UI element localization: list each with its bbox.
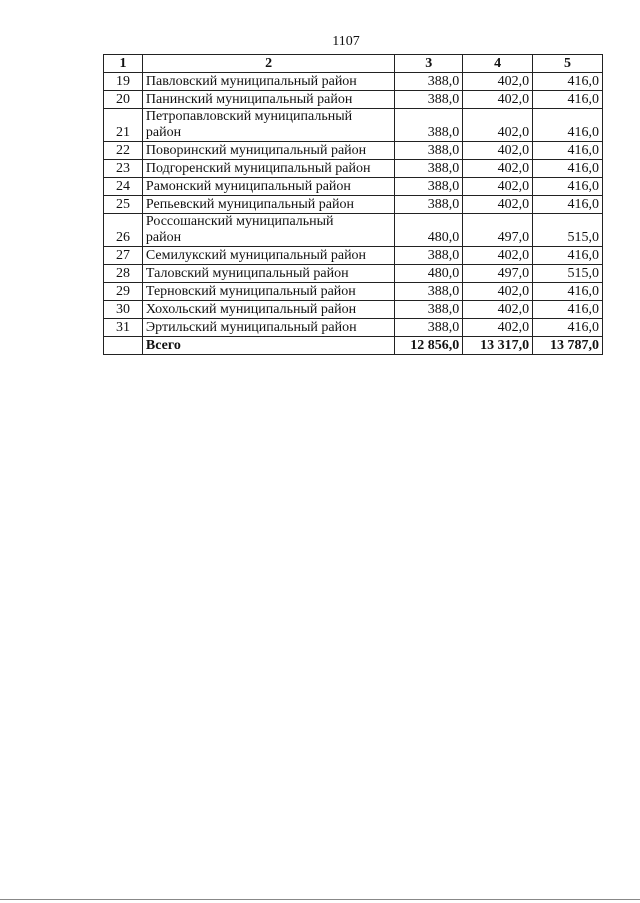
- district-name: Рамонский муниципальный район: [142, 178, 394, 196]
- table-row: [104, 283, 603, 301]
- row-number: 30: [104, 301, 143, 319]
- value-col-3: 480,0: [395, 214, 463, 247]
- table-row: [104, 214, 603, 247]
- value-col-5: 416,0: [533, 91, 603, 109]
- value-col-5: 416,0: [533, 319, 603, 337]
- header-col-4: 4: [463, 55, 533, 73]
- table-row: [104, 142, 603, 160]
- district-name: [142, 109, 394, 142]
- district-name: Эртильский муниципальный район: [142, 319, 394, 337]
- value-col-3: 388,0: [395, 319, 463, 337]
- table-row: [104, 265, 603, 283]
- value-col-3: 388,0: [395, 247, 463, 265]
- value-col-4: 402,0: [463, 160, 533, 178]
- value-col-3: 388,0: [395, 178, 463, 196]
- row-number: 31: [104, 319, 143, 337]
- district-name-line-1: Петропавловский муниципальный: [145, 109, 353, 124]
- total-col-5: 13 787,0: [533, 337, 603, 355]
- header-col-2: 2: [142, 55, 394, 73]
- district-name: Панинский муниципальный район: [142, 91, 394, 109]
- value-col-5: 416,0: [533, 73, 603, 91]
- value-col-3: 388,0: [395, 91, 463, 109]
- value-col-5: 515,0: [533, 265, 603, 283]
- table-row: [104, 319, 603, 337]
- value-col-4: 402,0: [463, 247, 533, 265]
- value-col-5: 416,0: [533, 247, 603, 265]
- row-number: 23: [104, 160, 143, 178]
- row-number: 26: [104, 214, 143, 247]
- value-col-5: 416,0: [533, 283, 603, 301]
- table-row: [104, 160, 603, 178]
- total-row-number: [104, 337, 143, 355]
- district-name: Хохольский муниципальный район: [142, 301, 394, 319]
- value-col-5: 416,0: [533, 196, 603, 214]
- district-name: Подгоренский муниципальный район: [142, 160, 394, 178]
- value-col-4: 402,0: [463, 109, 533, 142]
- header-col-3: 3: [395, 55, 463, 73]
- value-col-4: 402,0: [463, 301, 533, 319]
- total-col-3: 12 856,0: [395, 337, 463, 355]
- value-col-4: 402,0: [463, 178, 533, 196]
- district-name: [142, 214, 394, 247]
- value-col-5: 416,0: [533, 160, 603, 178]
- value-col-4: 402,0: [463, 196, 533, 214]
- value-col-5: 416,0: [533, 109, 603, 142]
- row-number: 27: [104, 247, 143, 265]
- row-number: 29: [104, 283, 143, 301]
- value-col-3: 388,0: [395, 109, 463, 142]
- value-col-3: 388,0: [395, 160, 463, 178]
- value-col-3: 480,0: [395, 265, 463, 283]
- district-name: Павловский муниципальный район: [142, 73, 394, 91]
- value-col-4: 402,0: [463, 73, 533, 91]
- value-col-3: 388,0: [395, 73, 463, 91]
- value-col-5: 515,0: [533, 214, 603, 247]
- total-row: [104, 337, 603, 355]
- value-col-3: 388,0: [395, 196, 463, 214]
- value-col-3: 388,0: [395, 142, 463, 160]
- value-col-4: 402,0: [463, 319, 533, 337]
- value-col-4: 497,0: [463, 265, 533, 283]
- page-number: 1107: [332, 34, 360, 49]
- value-col-4: 402,0: [463, 283, 533, 301]
- table-row: [104, 178, 603, 196]
- row-number: 20: [104, 91, 143, 109]
- header-col-5: 5: [533, 55, 603, 73]
- table-row: [104, 91, 603, 109]
- value-col-5: 416,0: [533, 301, 603, 319]
- district-name: Терновский муниципальный район: [142, 283, 394, 301]
- allocation-table: [103, 54, 603, 355]
- total-col-4: 13 317,0: [463, 337, 533, 355]
- district-name: Таловский муниципальный район: [142, 265, 394, 283]
- bottom-rule: [0, 899, 640, 900]
- row-number: 24: [104, 178, 143, 196]
- value-col-5: 416,0: [533, 142, 603, 160]
- table-header-row: [104, 55, 603, 73]
- district-name: Репьевский муниципальный район: [142, 196, 394, 214]
- row-number: 19: [104, 73, 143, 91]
- row-number: 22: [104, 142, 143, 160]
- value-col-4: 402,0: [463, 142, 533, 160]
- header-col-1: 1: [104, 55, 143, 73]
- table-row: [104, 196, 603, 214]
- district-name-line-1: Россошанский муниципальный: [145, 214, 334, 229]
- value-col-4: 402,0: [463, 91, 533, 109]
- district-name-line-2: район: [145, 230, 182, 245]
- value-col-3: 388,0: [395, 301, 463, 319]
- row-number: 21: [104, 109, 143, 142]
- row-number: 25: [104, 196, 143, 214]
- total-label: Всего: [142, 337, 394, 355]
- row-number: 28: [104, 265, 143, 283]
- district-name: Поворинский муниципальный район: [142, 142, 394, 160]
- table-row: [104, 301, 603, 319]
- table-row: [104, 73, 603, 91]
- table-row: [104, 247, 603, 265]
- value-col-5: 416,0: [533, 178, 603, 196]
- district-name-line-2: район: [145, 125, 182, 140]
- value-col-3: 388,0: [395, 283, 463, 301]
- value-col-4: 497,0: [463, 214, 533, 247]
- district-name: Семилукский муниципальный район: [142, 247, 394, 265]
- table-row: [104, 109, 603, 142]
